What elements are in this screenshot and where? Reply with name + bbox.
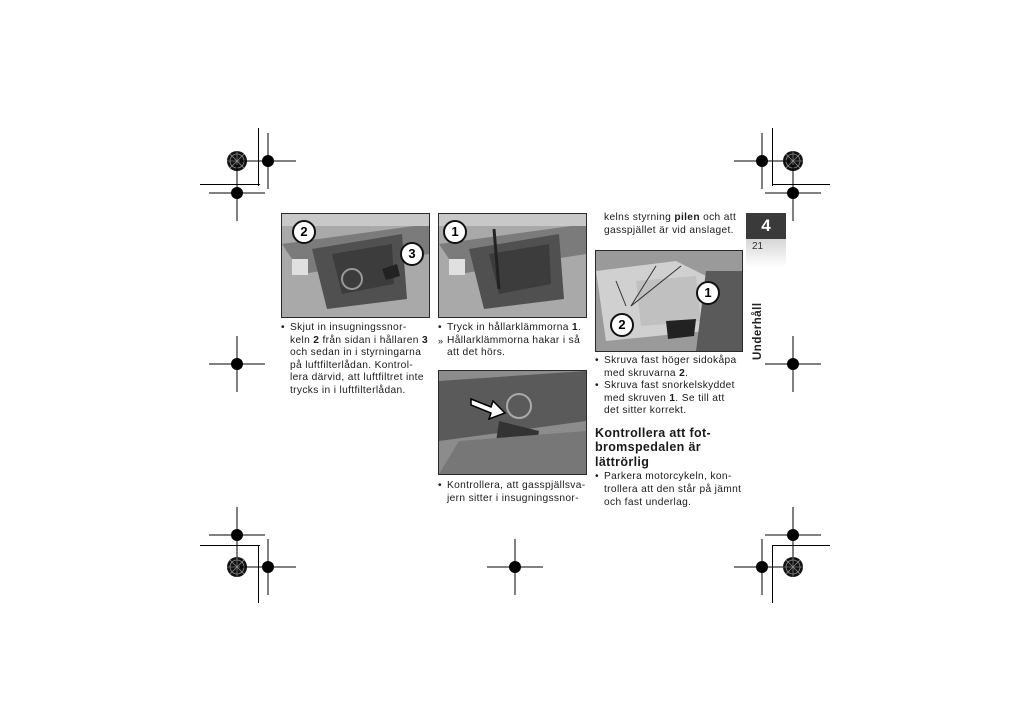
text-line: med skruvarna (604, 367, 680, 379)
column-1-text (281, 322, 431, 398)
arrow-icon (469, 393, 509, 423)
text-line: gasspjället är vid anslaget. (604, 224, 734, 236)
text-line: och att (699, 212, 737, 223)
text-line: från sidan i hållaren (319, 334, 422, 346)
ref-number: 2 (313, 334, 320, 346)
column-3-text-top (595, 212, 745, 237)
text-line: . (685, 367, 689, 379)
text-line: jern sitter i insugningssnor- (447, 492, 579, 504)
ref-word: pilen (674, 212, 700, 223)
column-2-text-bottom (438, 480, 588, 505)
column-2-text-top (438, 322, 588, 360)
text-line: lera därvid, att luftfiltret inte (290, 372, 424, 384)
text-line: och fast underlag. (604, 496, 692, 508)
text-line: att det hörs. (447, 347, 506, 359)
text-line: kelns styrning (604, 212, 675, 223)
text-line: Tryck in hållarklämmorna (447, 322, 572, 333)
callout-3: 3 (400, 242, 424, 266)
ref-number: 2 (679, 367, 686, 379)
heading-line: Kontrollera att fot- (595, 425, 712, 440)
ref-number: 3 (421, 334, 428, 346)
text-line: med skruven (604, 392, 670, 404)
text-line: keln (290, 334, 314, 346)
page-number: 21 (746, 239, 786, 267)
chapter-number: 4 (746, 213, 786, 239)
engine-illustration (439, 371, 586, 474)
section-title-vertical: Underhåll (752, 302, 764, 360)
text-line: på luftfilterlådan. Kontrol- (290, 359, 414, 371)
ref-number: 1 (669, 392, 676, 404)
instruction-bullet (595, 380, 745, 418)
instruction-bullet (595, 471, 745, 509)
text-line: Skjut in insugningssnor- (290, 322, 407, 333)
instruction-bullet (438, 480, 588, 505)
text-line: Skruva fast snorkelskyddet (604, 380, 735, 392)
section-heading (595, 426, 745, 470)
photo-throttle-cable (438, 370, 587, 475)
instruction-bullet (281, 322, 431, 398)
photo-side-cover (595, 250, 743, 352)
heading-line: lättrörlig (595, 454, 650, 469)
text-line: trycks in i luftfilterlådan. (290, 384, 406, 396)
photo-air-intake-holder (281, 213, 430, 318)
text-line: . Se till att (675, 392, 725, 404)
ref-number: 1 (572, 322, 579, 333)
callout-2: 2 (610, 313, 634, 337)
text-line: trollera att den står på jämnt (604, 484, 742, 496)
photo-holder-clips (438, 213, 587, 318)
text-line: det sitter korrekt. (604, 405, 687, 417)
instruction-bullet (595, 355, 745, 380)
callout-1: 1 (696, 281, 720, 305)
text-line: Parkera motorcykeln, kon- (604, 471, 732, 483)
text-line: Kontrollera, att gasspjällsva- (447, 480, 586, 491)
instruction-bullet (438, 322, 588, 335)
text-line: Hållarklämmorna hakar i så (447, 334, 581, 346)
text-line: och sedan in i styrningarna (290, 347, 422, 359)
column-3-text-bottom (595, 355, 745, 509)
heading-line: bromspedalen är (595, 440, 701, 455)
result-note (438, 335, 588, 360)
continued-text (595, 212, 745, 237)
callout-1: 1 (443, 220, 467, 244)
callout-2: 2 (292, 220, 316, 244)
text-line: . (578, 322, 582, 333)
text-line: Skruva fast höger sidokåpa (604, 355, 737, 366)
